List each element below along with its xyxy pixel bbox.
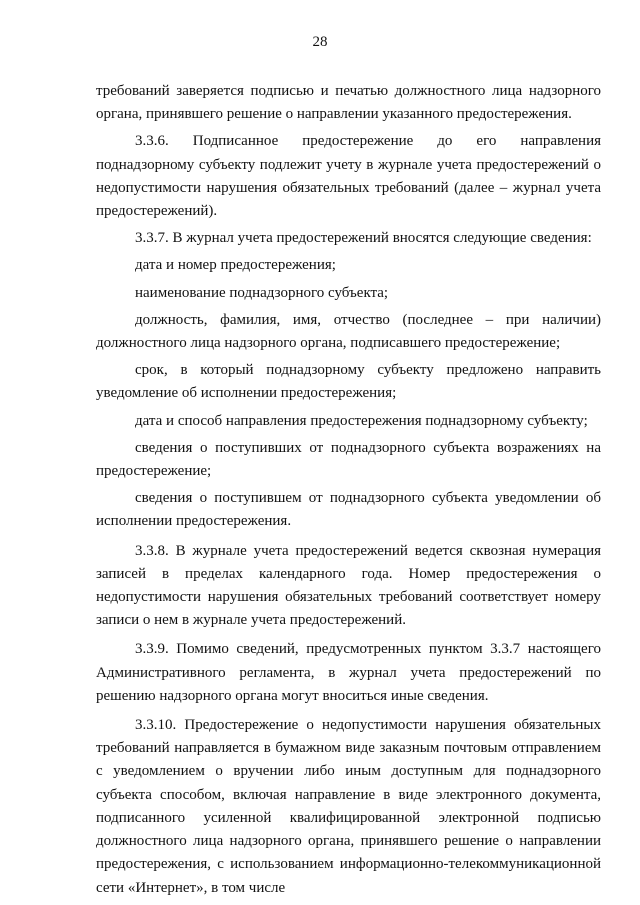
paragraph-3-3-7: 3.3.7. В журнал учета предостережений вносятся следующие сведения:	[135, 230, 592, 247]
paragraph-3-3-8: 3.3.8. В журнале учета предостережений ведется сквозная нумерация записей в пределах календарного года. Номер предостережения о недопустимости нарушения обязательных требований соответствует номеру записи о нем в журнале учета предостережений.	[96, 542, 601, 629]
paragraph-3-3-10: 3.3.10. Предостережение о недопустимости нарушения обязательных требований направляется в бумажном виде заказным почтовым отправлением с уведомлением о вручении либо иным доступным для поднадзорного субъекта способом, включая направление в виде электронного документа, подписанного усиленной квалифицированной электронной подписью должностного лица надзорного органа, принявшего решение о направлении предостережения, с использованием информационно-телекоммуникационной сети «Интернет», в том числе	[96, 717, 601, 896]
list-item-date-number: дата и номер предостережения;	[135, 257, 336, 274]
paragraph-3-3-6: 3.3.6. Подписанное предостережение до его направления поднадзорному субъекту подлежит учету в журнале учета предостережений о недопустимости нарушения обязательных требований (далее – журнал учета предостережений).	[96, 133, 601, 220]
paragraph-3-3-9: 3.3.9. Помимо сведений, предусмотренных пунктом 3.3.7 настоящего Административного регламента, в журнал учета предостережений по решению надзорного органа могут вноситься иные сведения.	[96, 641, 601, 704]
list-item-send-method: дата и способ направления предостережения поднадзорному субъекту;	[135, 412, 588, 429]
list-item-subject-name: наименование поднадзорного субъекта;	[135, 284, 389, 301]
page-number: 28	[312, 34, 328, 50]
paragraph-continuation: требований заверяется подписью и печатью должностного лица надзорного органа, принявшего решение о направлении указанного предостережения.	[96, 83, 601, 123]
list-item-official: должность, фамилия, имя, отчество (последнее – при наличии) должностного лица надзорного органа, подписавшего предостережение;	[96, 311, 601, 352]
document-body	[96, 80, 601, 900]
list-item-notification: сведения о поступившем от поднадзорного субъекта уведомлении об исполнении предостережения.	[96, 490, 601, 530]
list-item-objections: сведения о поступивших от поднадзорного субъекта возражениях на предостережение;	[96, 439, 601, 480]
list-item-deadline: срок, в который поднадзорному субъекту предложено направить уведомление об исполнении предостережения;	[96, 362, 601, 402]
